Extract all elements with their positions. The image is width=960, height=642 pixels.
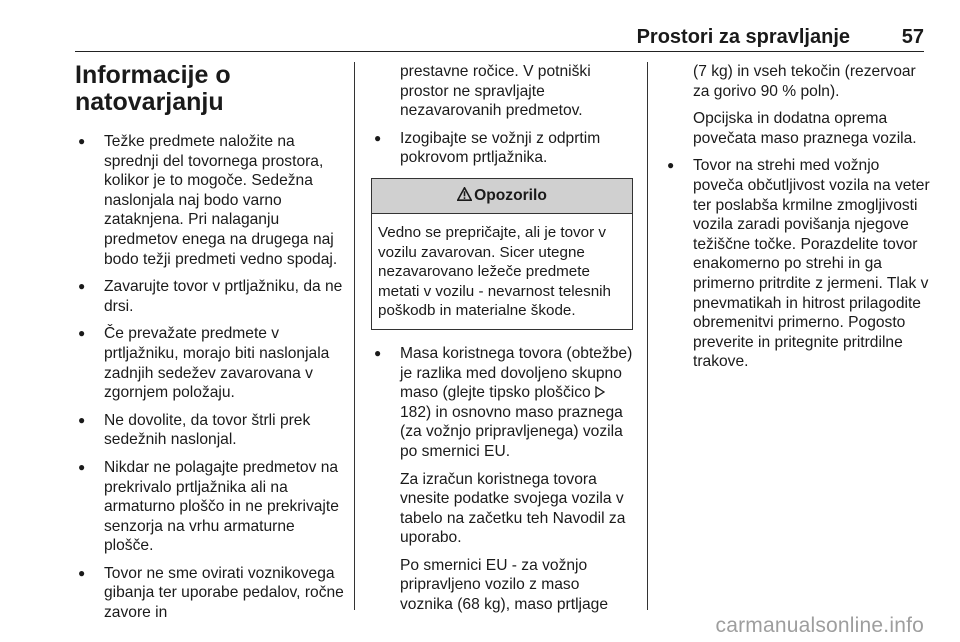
list-item: ● Tovor na strehi med vožnjo poveča občutljivost vozila na veter ter poslabša krmilne zmogljivosti vozila zaradi povišanja njegove težiščne točke. Porazdelite tovor enakomerno po strehi in ga primerno pritrdite z jermeni. Tlak v pnevmatikah in hitrost prilagodite obremenitvi primerno. Pogosto preverite in pritegnite pritrdilne trakove. [664,156,930,372]
section-title-line2: natovarjanju [75,88,224,116]
column-divider [647,62,648,610]
list-item: ● Nikdar ne polagajte predmetov na prekrivalo prtljažnika ali na armaturno ploščo in ne prekrivajte senzorja na vrhu armaturne plošče. [75,458,345,556]
list-item: ● Tovor ne sme ovirati voznikovega gibanja ter uporabe pedalov, ročne zavore in [75,564,345,623]
warning-box [371,178,633,330]
warning-heading-text: Opozorilo [474,186,547,204]
paragraph: Opcijska in dodatna oprema povečata maso praznega vozila. [693,110,917,147]
list-item [371,344,633,462]
warning-heading [372,179,632,214]
continued-text: (7 kg) in vseh tekočin (rezervoar za gorivo 90 % poln). [693,63,916,100]
column-middle [371,62,633,623]
list-item: ● Ne dovolite, da tovor štrli prek sedežnih naslonjal. [75,411,345,450]
warning-triangle-icon [457,187,472,206]
list-item: ● Če prevažate predmete v prtljažniku, morajo biti naslonjala zadnjih sedežev zavarovana v zgornjem položaju. [75,324,345,402]
section-title-line1: Informacije o [75,61,231,89]
watermark: carmanualsonline.info [715,614,924,637]
payload-ref-text: 182) in osnovno maso praznega (za vožnjo pripravljenega) vozila po smernici EU. [400,403,623,460]
payload-text: Masa koristnega tovora (obtežbe) je razlika med dovoljeno skupno maso (glejte tipsko ploščico [400,344,633,402]
column-right [664,62,930,380]
page-reference-icon [595,383,605,403]
page-number: 57 [901,26,924,48]
column-divider [354,62,355,610]
list-item: ● Težke predmete naložite na sprednji del tovornega prostora, kolikor je to mogoče. Sedežna naslonjala naj bodo varno zataknjena. Pri nalaganju predmetov enega na drugega naj bodo težji predmeti vedno spodaj. [75,132,345,269]
running-header-title: Prostori za spravljanje [636,26,850,48]
section-title [75,62,345,116]
list-item: ● Izogibajte se vožnji z odprtim pokrovom prtljažnika. [371,129,633,168]
warning-body: Vedno se prepričajte, ali je tovor v vozilu zavarovan. Sicer utegne nezavarovano ležeče predmete metati v vozilu - nevarnost telesnih poškodb in materialne škode. [378,223,611,320]
continued-text: prestavne ročice. V potniški prostor ne spravljajte nezavarovanih predmetov. [400,63,591,120]
paragraph: Za izračun koristnega tovora vnesite podatke svojega vozila v tabelo na začetku teh Navodil za uporabo. [400,470,626,547]
column-left [75,62,345,631]
header-divider [75,51,924,52]
list-item: ● Zavarujte tovor v prtljažniku, da ne drsi. [75,277,345,316]
paragraph: Po smernici EU - za vožnjo pripravljeno vozilo z maso voznika (68 kg), maso prtljage [400,556,609,614]
